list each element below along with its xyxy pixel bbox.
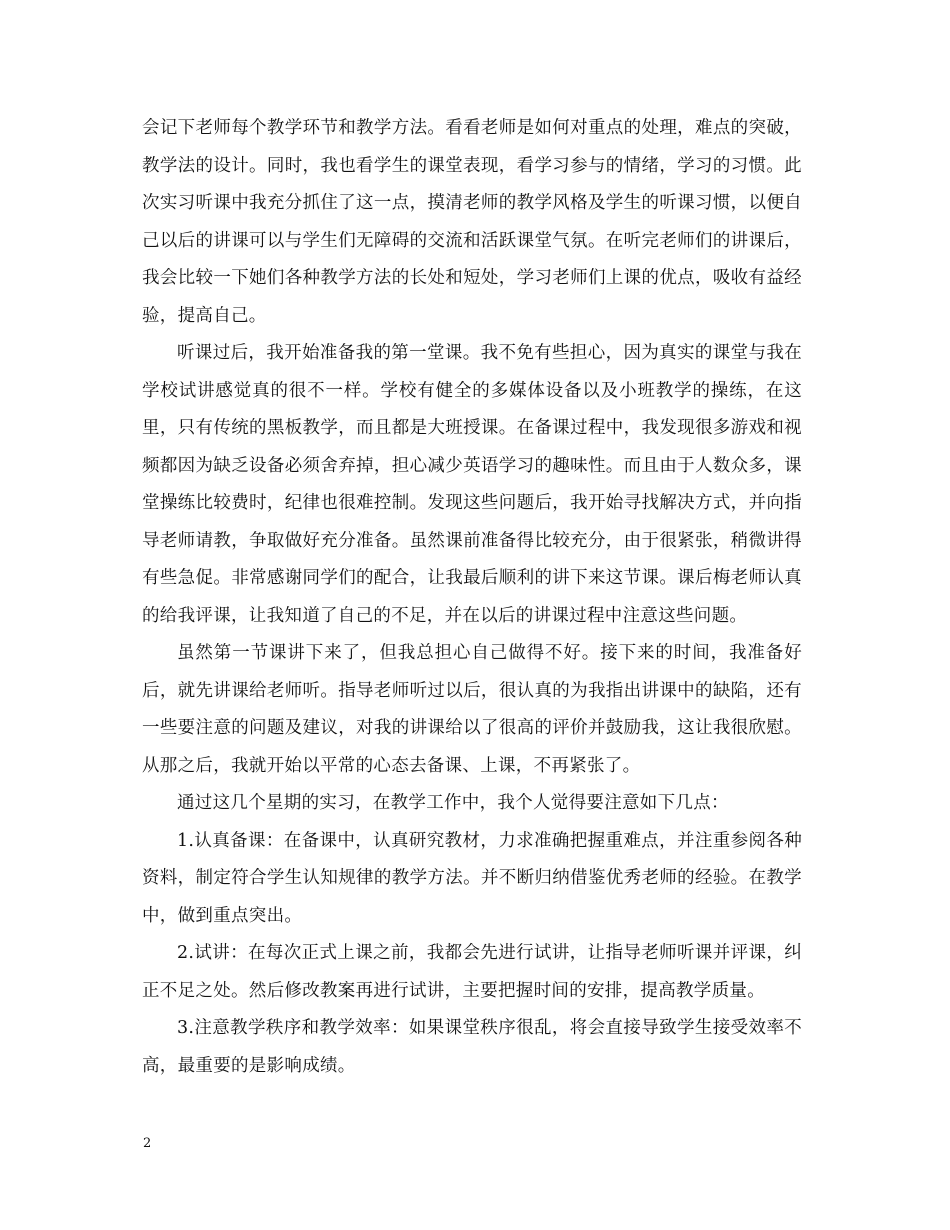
- list-item-classroom-order: 3.注意教学秩序和教学效率：如果课堂秩序很乱，将会直接导致学生接受效率不高，最重要的是影响成绩。: [142, 1018, 802, 1076]
- list-item-prepare-lessons: 1.认真备课：在备课中，认真研究教材，力求准确把握重难点，并注重参阅各种资料，制定符合学生认知规律的教学方法。并不断归纳借鉴优秀老师的经验。在教学中，做到重点突出。: [142, 830, 802, 926]
- paragraph-summary-intro: 通过这几个星期的实习，在教学工作中，我个人觉得要注意如下几点：: [177, 793, 729, 813]
- page-number: 2: [143, 1136, 152, 1151]
- paragraph-continuation: 会记下老师每个教学环节和教学方法。看看老师是如何对重点的处理，难点的突破，教学法的设计。同时，我也看学生的课堂表现，看学习参与的情绪，学习的习惯。此次实习听课中我充分抓住了这一点，摸清老师的教学风格及学生的听课习惯，以便自己以后的讲课可以与学生们无障碍的交流和活跃课堂气氛。在听完老师们的讲课后，我会比较一下她们各种教学方法的长处和短处，学习老师们上课的优点，吸收有益经验，提高自己。: [142, 118, 802, 326]
- document-body: [142, 110, 802, 1085]
- paragraph-first-lesson: 听课过后，我开始准备我的第一堂课。我不免有些担心，因为真实的课堂与我在学校试讲感觉真的很不一样。学校有健全的多媒体设备以及小班教学的操练，在这里，只有传统的黑板教学，而且都是大班授课。在备课过程中，我发现很多游戏和视频都因为缺乏设备必须舍弃掉，担心减少英语学习的趣味性。而且由于人数众多，课堂操练比较费时，纪律也很难控制。发现这些问题后，我开始寻找解决方式，并向指导老师请教，争取做好充分准备。虽然课前准备得比较充分，由于很紧张，稍微讲得有些急促。非常感谢同学们的配合，让我最后顺利的讲下来这节课。课后梅老师认真的给我评课，让我知道了自己的不足，并在以后的讲课过程中注意这些问题。: [142, 343, 802, 626]
- list-item-trial-teaching: 2.试讲：在每次正式上课之前，我都会先进行试讲，让指导老师听课并评课，纠正不足之处。然后修改教案再进行试讲，主要把握时间的安排，提高教学质量。: [142, 943, 802, 1001]
- paragraph-practice-teaching: 虽然第一节课讲下来了，但我总担心自己做得不好。接下来的时间，我准备好后，就先讲课给老师听。指导老师听过以后，很认真的为我指出讲课中的缺陷，还有一些要注意的问题及建议，对我的讲课给以了很高的评价并鼓励我，这让我很欣慰。从那之后，我就开始以平常的心态去备课、上课，不再紧张了。: [142, 643, 802, 776]
